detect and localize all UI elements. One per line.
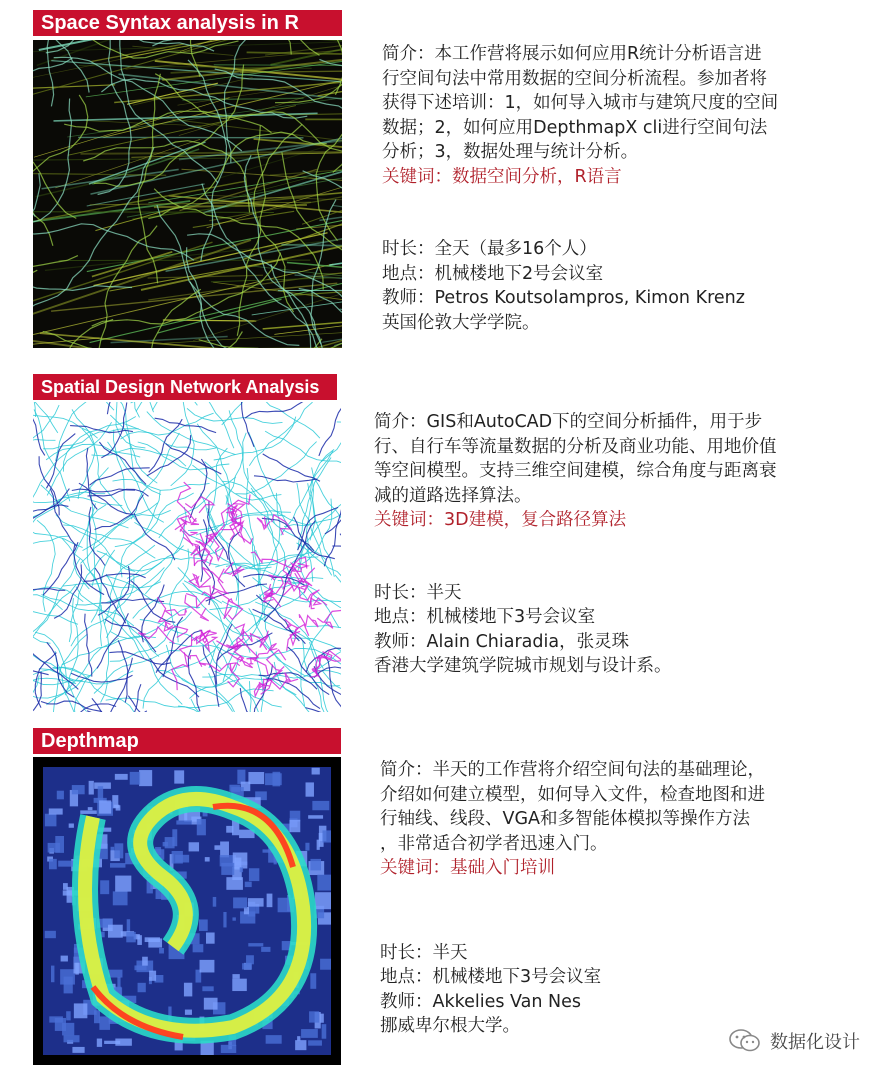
location: 地点：机械楼地下3号会议室 bbox=[374, 607, 596, 627]
network-analysis-map-image bbox=[33, 402, 341, 712]
duration: 时长：全天（最多16个人） bbox=[382, 239, 597, 259]
watermark-text: 数据化设计 bbox=[770, 1032, 860, 1053]
teacher-name: Petros Koutsolampros, Kimon Krenz bbox=[434, 288, 745, 308]
location: 地点：机械楼地下3号会议室 bbox=[380, 967, 602, 987]
section-title: Space Syntax analysis in R bbox=[33, 10, 342, 36]
section-info bbox=[380, 758, 860, 1039]
section-title: Depthmap bbox=[33, 728, 341, 754]
affiliation: 挪威卑尔根大学。 bbox=[380, 1016, 520, 1036]
intro-line: 简介：GIS和AutoCAD下的空间分析插件，用于步 bbox=[374, 412, 763, 432]
section-info bbox=[382, 42, 862, 335]
teacher-label: 教师： bbox=[380, 991, 433, 1012]
intro-line: 简介：半天的工作营将介绍空间句法的基础理论， bbox=[380, 760, 765, 780]
depthmap-vga-image bbox=[33, 757, 341, 1065]
keywords: 关键词：基础入门培训 bbox=[380, 858, 555, 878]
teacher bbox=[374, 630, 864, 655]
teacher-name: Alain Chiaradia，张灵珠 bbox=[426, 631, 630, 652]
teacher bbox=[382, 286, 862, 311]
duration: 时长：半天 bbox=[380, 942, 468, 963]
duration: 时长：半天 bbox=[374, 582, 462, 603]
teacher bbox=[380, 990, 860, 1015]
section-info bbox=[374, 410, 864, 679]
keywords: 关键词：数据空间分析，R语言 bbox=[382, 166, 622, 187]
intro-line: 等空间模型。支持三维空间建模，综合角度与距离衰 bbox=[374, 461, 777, 481]
affiliation: 英国伦敦大学学院。 bbox=[382, 312, 540, 333]
intro-line: 行空间句法中常用数据的空间分析流程。参加者将 bbox=[382, 68, 767, 89]
wechat-watermark bbox=[728, 1028, 860, 1054]
section-title: Spatial Design Network Analysis bbox=[33, 374, 337, 400]
intro-line: 简介：本工作营将展示如何应用R统计分析语言进 bbox=[382, 44, 762, 64]
intro-line: 获得下述培训：1，如何导入城市与建筑尺度的空间 bbox=[382, 93, 779, 113]
teacher-name: Akkelies Van Nes bbox=[432, 991, 582, 1012]
intro-line: 行轴线、线段、VGA和多智能体模拟等操作方法 bbox=[380, 809, 751, 829]
wechat-icon bbox=[728, 1028, 762, 1054]
intro-line: 分析；3，数据处理与统计分析。 bbox=[382, 142, 639, 162]
space-syntax-map-image bbox=[33, 40, 342, 348]
teacher-label: 教师： bbox=[374, 631, 427, 652]
intro-line: 数据；2，如何应用DepthmapX cli进行空间句法 bbox=[382, 117, 768, 138]
intro-line: ，非常适合初学者迅速入门。 bbox=[380, 833, 608, 854]
intro-line: 介绍如何建立模型，如何导入文件，检查地图和进 bbox=[380, 784, 765, 805]
affiliation: 香港大学建筑学院城市规划与设计系。 bbox=[374, 656, 672, 676]
intro-line: 减的道路选择算法。 bbox=[374, 485, 532, 506]
location: 地点：机械楼地下2号会议室 bbox=[382, 263, 604, 284]
teacher-label: 教师： bbox=[382, 288, 435, 308]
keywords: 关键词：3D建模，复合路径算法 bbox=[374, 510, 627, 530]
intro-line: 行、自行车等流量数据的分析及商业功能、用地价值 bbox=[374, 436, 777, 457]
